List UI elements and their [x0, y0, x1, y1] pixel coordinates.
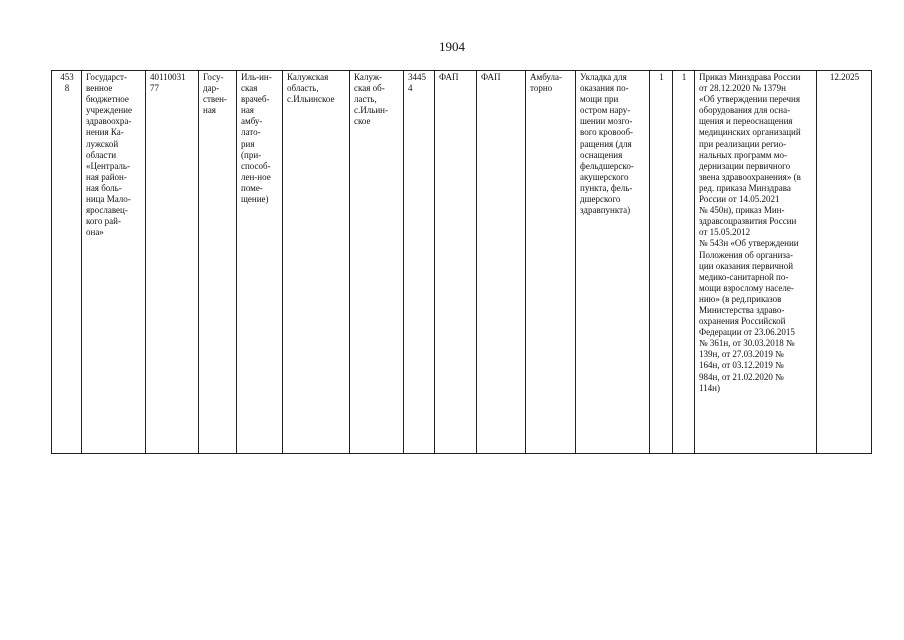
care-form-cell: Амбула- торно: [526, 71, 576, 454]
quantity-cell-1: 1: [650, 71, 673, 454]
code-cell: 3445 4: [404, 71, 435, 454]
organization-cell: Государст- венное бюджетное учреждение здравоохра- нения Ка- лужской области «Централь- ная район- ная боль- ница Мало- ярославец- кого рай- она»: [82, 71, 146, 454]
ownership-cell: Госу- дар- ствен- ная: [199, 71, 237, 454]
table-row: [52, 71, 872, 454]
term-cell: 12.2025: [817, 71, 872, 454]
address-cell: Калуж- ская об- ласть, с.Ильин- ское: [350, 71, 404, 454]
legal-basis-cell: Приказ Минздрава России от 28.12.2020 № 1379н «Об утверждении перечня оборудования для осна- щения и переоснащения медицинских организаций при реализации регио- нальных программ мо- дернизации первичного звена здравоохранения» (в ред. приказа Минздрава России от 14.05.2021 № 450н), приказ Мин- здравсоцразвития России от 15.05.2012 № 543н «Об утверждении Положения об организа- ции оказания первичной медико-санитарной по- мощи взрослому населе- нию» (в ред.приказов Министерства здраво- охранения Российской Федерации от 23.06.2015 № 361н, от 30.03.2018 № 139н, от 27.03.2019 № 164н, от 03.12.2019 № 984н, от 21.02.2020 № 114н): [695, 71, 817, 454]
region-cell: Калужская область, с.Ильинское: [283, 71, 350, 454]
quantity-cell-2: 1: [673, 71, 695, 454]
equipment-cell: Укладка для оказания по- мощи при остром нару- шении мозго- вого кровооб- ращения (для оснащения фельдшерско- акушерского пункта, фель- дшерского здравпункта): [576, 71, 650, 454]
type-cell-2: ФАП: [477, 71, 526, 454]
inn-cell: 40110031 77: [146, 71, 199, 454]
equipment-table: [51, 70, 872, 454]
type-cell-1: ФАП: [435, 71, 477, 454]
unit-name-cell: Иль-ин- ская врачеб- ная амбу- лато- рия (при- способ- лен-ное поме- щение): [237, 71, 283, 454]
row-number-cell: 453 8: [52, 71, 82, 454]
page-number: 1904: [439, 39, 465, 54]
